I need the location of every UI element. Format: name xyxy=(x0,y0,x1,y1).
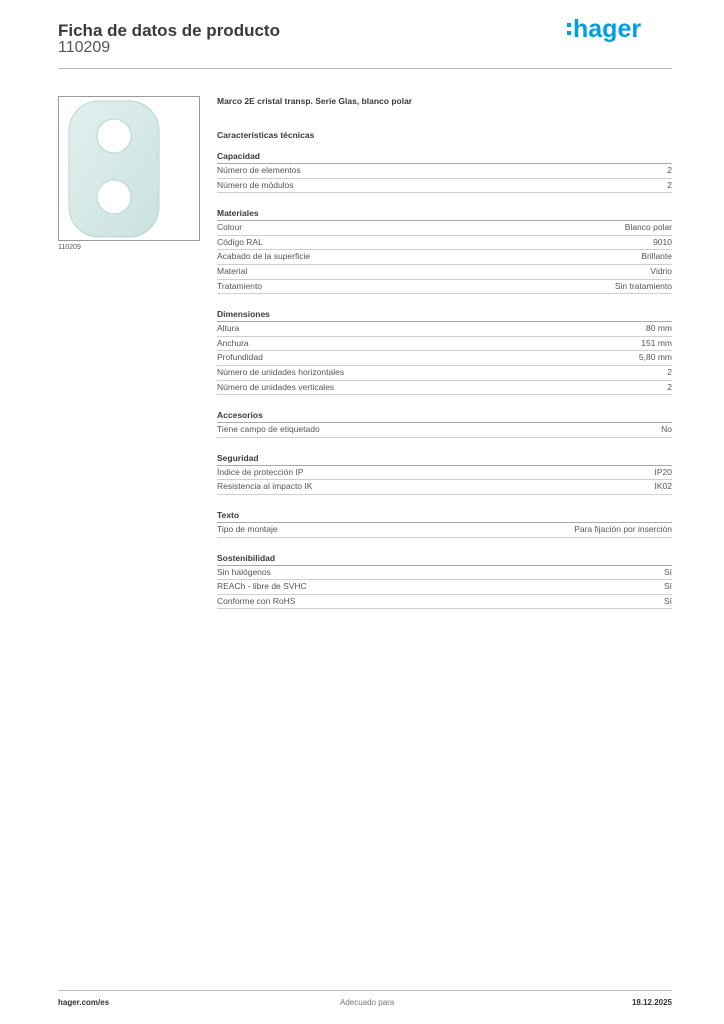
spec-value: 2 xyxy=(667,381,672,392)
spec-label: REACh - libre de SVHC xyxy=(217,581,307,592)
logo-text: hager xyxy=(573,15,642,43)
product-name: Marco 2E cristal transp. Serie Glas, blanco polar xyxy=(217,96,413,106)
spec-sections xyxy=(217,150,672,609)
spec-row xyxy=(217,466,672,481)
spec-label: Número de unidades horizontales xyxy=(217,366,345,377)
spec-row xyxy=(217,523,672,538)
glass-frame-illustration xyxy=(59,97,199,240)
logo-dot-bottom xyxy=(567,31,571,35)
spec-label: Colour xyxy=(217,222,243,233)
section-title: Dimensiones xyxy=(217,308,672,322)
spec-row xyxy=(217,366,672,381)
spec-label: Tiene campo de etiquetado xyxy=(217,424,320,435)
spec-label: Tratamiento xyxy=(217,280,263,291)
spec-label: Conforme con RoHS xyxy=(217,595,296,606)
spec-value: 2 xyxy=(667,165,672,175)
product-details xyxy=(217,95,672,609)
spec-row xyxy=(217,566,672,581)
product-code: 110209 xyxy=(58,39,111,56)
spec-label: Tipo de montaje xyxy=(217,523,278,534)
spec-label: Índice de protección IP xyxy=(217,466,304,477)
spec-label: Código RAL xyxy=(217,236,263,247)
spec-label: Anchura xyxy=(217,337,249,348)
spec-row xyxy=(217,480,672,495)
footer-divider xyxy=(58,990,672,991)
spec-label: Resistencia al impacto IK xyxy=(217,481,313,492)
section-title: Accesorios xyxy=(217,409,672,423)
spec-value: Sí xyxy=(663,566,672,577)
logo-dot-top xyxy=(567,23,571,27)
footer-website[interactable]: hager.com/es xyxy=(58,998,110,1007)
section-title: Seguridad xyxy=(217,452,672,466)
spec-value: 151 mm xyxy=(641,337,672,348)
spec-value: IP20 xyxy=(654,466,672,477)
spec-value: Vidrio xyxy=(650,265,672,276)
spec-row xyxy=(217,337,672,352)
spec-row xyxy=(217,580,672,595)
section-title: Capacidad xyxy=(217,150,672,164)
spec-row xyxy=(217,164,672,179)
spec-row xyxy=(217,265,672,280)
spec-label: Material xyxy=(217,265,248,276)
spec-value: Blanco polar xyxy=(624,222,672,233)
footer-note: Adecuado para xyxy=(340,998,395,1007)
spec-row xyxy=(217,322,672,337)
spec-label: Altura xyxy=(217,323,240,334)
spec-label: Número de unidades verticales xyxy=(217,381,335,392)
spec-value: No xyxy=(661,424,672,435)
spec-value: 5,80 mm xyxy=(638,352,672,363)
spec-label: Número de módulos xyxy=(217,179,294,190)
spec-value: IK02 xyxy=(654,481,672,492)
spec-row xyxy=(217,250,672,265)
spec-row xyxy=(217,423,672,438)
section-title: Texto xyxy=(217,509,672,523)
spec-row xyxy=(217,179,672,194)
hager-logo[interactable] xyxy=(565,13,657,49)
spec-value: Brillante xyxy=(641,251,672,262)
page-title: Ficha de datos de producto xyxy=(58,21,280,40)
spec-value: 2 xyxy=(667,179,672,190)
spec-value: 2 xyxy=(667,366,672,377)
spec-value: Sí xyxy=(663,581,672,592)
spec-label: Profundidad xyxy=(217,352,263,363)
spec-label: Sin halógenos xyxy=(217,566,271,577)
spec-row xyxy=(217,351,672,366)
spec-label: Acabado de la superficie xyxy=(217,251,311,262)
spec-value: Para fijación por inserción xyxy=(574,523,672,534)
product-image xyxy=(58,96,200,241)
spec-value: Sin tratamiento xyxy=(614,280,672,291)
spec-row xyxy=(217,280,672,295)
spec-value: 9010 xyxy=(653,236,672,247)
spec-row xyxy=(217,236,672,251)
specs-title: Características técnicas xyxy=(217,130,315,140)
spec-value: 80 mm xyxy=(646,323,672,334)
footer-date: 18.12.2025 xyxy=(631,998,672,1007)
spec-label: Número de elementos xyxy=(217,165,301,175)
image-caption: 110209 xyxy=(58,244,81,251)
section-title: Materiales xyxy=(217,207,672,221)
section-title: Sostenibilidad xyxy=(217,552,672,566)
spec-row xyxy=(217,381,672,396)
spec-row xyxy=(217,221,672,236)
header-divider xyxy=(58,68,672,69)
spec-value: Sí xyxy=(663,595,672,606)
spec-row xyxy=(217,595,672,610)
